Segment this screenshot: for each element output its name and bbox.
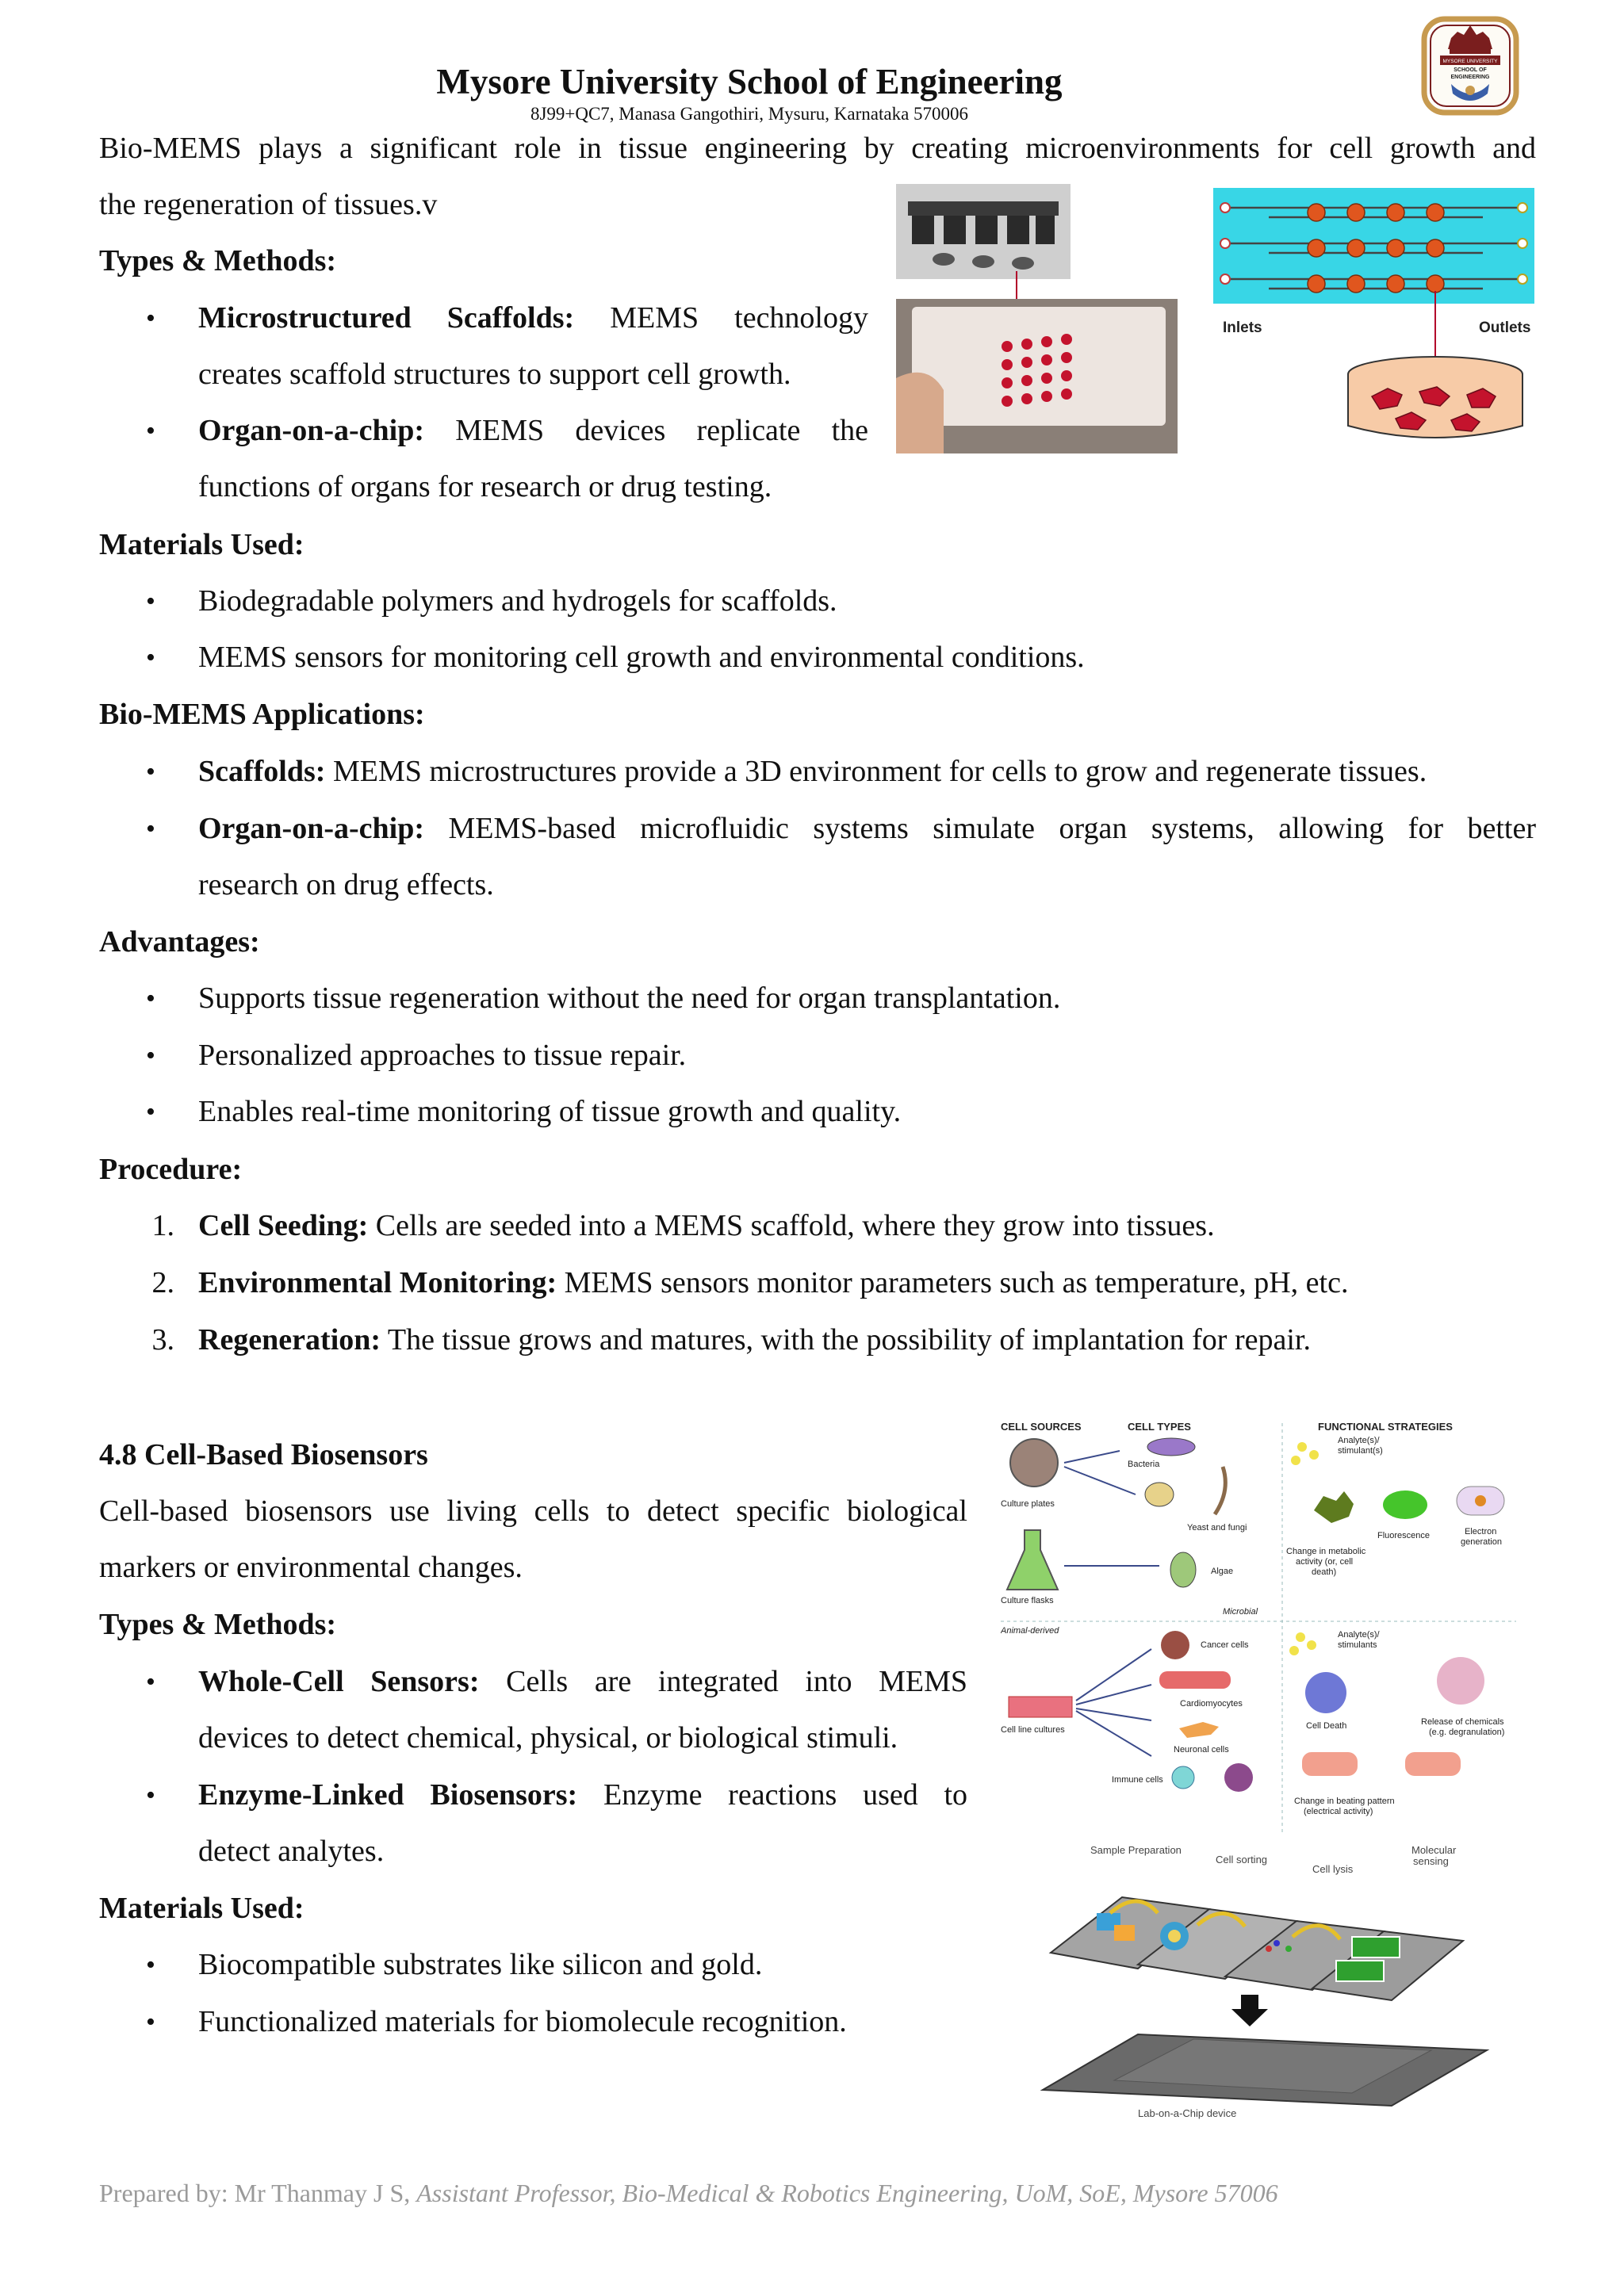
institution-title: Mysore University School of Engineering [436, 62, 1063, 101]
bullet: • [146, 1041, 155, 1070]
svg-text:Change in metabolic: Change in metabolic [1286, 1547, 1366, 1556]
svg-text:ENGINEERING: ENGINEERING [1450, 75, 1490, 80]
svg-text:Cell Death: Cell Death [1306, 1721, 1347, 1731]
svg-text:SCHOOL OF: SCHOOL OF [1454, 67, 1487, 73]
materials-item: MEMS sensors for monitoring cell growth and environmental conditions. [198, 641, 1085, 674]
cell-biosensor-strategies-figure [1001, 1419, 1516, 1839]
svg-text:Neuronal cells: Neuronal cells [1174, 1745, 1229, 1755]
svg-text:CELL TYPES: CELL TYPES [1128, 1421, 1191, 1433]
cell-type-whole-cell: Whole-Cell Sensors: Cells are integrated into MEMS [198, 1665, 967, 1698]
svg-text:(electrical activity): (electrical activity) [1304, 1807, 1373, 1816]
svg-text:Animal-derived: Animal-derived [1001, 1626, 1059, 1636]
svg-text:Immune cells: Immune cells [1112, 1775, 1163, 1785]
type-item-scaffolds-cont: creates scaffold structures to support cell growth. [198, 358, 791, 391]
lab-on-chip-figure [1019, 1838, 1495, 2119]
bullet: • [146, 984, 155, 1013]
cell-type-whole-cell-cont: devices to detect chemical, physical, or biological stimuli. [198, 1721, 898, 1755]
svg-text:Molecular: Molecular [1411, 1844, 1457, 1856]
svg-text:Cell lysis: Cell lysis [1312, 1863, 1354, 1875]
procedure-step: Environmental Monitoring: MEMS sensors monitor parameters such as temperature, pH, etc. [198, 1266, 1349, 1299]
cell-types-heading: Types & Methods: [99, 1608, 337, 1641]
svg-text:death): death) [1312, 1567, 1337, 1577]
type-item-organ-chip-cont: functions of organs for research or drug testing. [198, 470, 772, 503]
svg-text:Analyte(s)/: Analyte(s)/ [1338, 1436, 1380, 1445]
svg-text:(e.g. degranulation): (e.g. degranulation) [1429, 1728, 1505, 1737]
svg-text:Release of chemicals: Release of chemicals [1421, 1717, 1504, 1727]
cell-intro-line-1: Cell-based biosensors use living cells to detect specific biological [99, 1494, 967, 1528]
step-number: 3. [151, 1323, 174, 1357]
cell-type-enzyme-cont: detect analytes. [198, 1835, 385, 1868]
applications-item-organ-chip: Organ-on-a-chip: MEMS-based microfluidic systems simulate organ systems, allowing for better [198, 812, 1536, 845]
step-number: 2. [151, 1266, 174, 1299]
svg-text:MYSORE UNIVERSITY: MYSORE UNIVERSITY [1442, 59, 1498, 64]
bullet: • [146, 587, 155, 616]
svg-text:Cardiomyocytes: Cardiomyocytes [1180, 1699, 1243, 1709]
svg-text:generation: generation [1461, 1537, 1502, 1547]
svg-text:Cancer cells: Cancer cells [1201, 1640, 1249, 1650]
svg-text:Sample Preparation: Sample Preparation [1090, 1844, 1182, 1856]
svg-text:FUNCTIONAL STRATEGIES: FUNCTIONAL STRATEGIES [1318, 1421, 1453, 1433]
bullet: • [146, 814, 155, 844]
cell-materials-heading: Materials Used: [99, 1892, 304, 1925]
footer: Prepared by: Mr Thanmay J S, Assistant Professor, Bio-Medical & Robotics Engineering, UoM, SoE, Mysore 57006 [99, 2179, 1278, 2207]
bullet: • [146, 2007, 155, 2037]
types-heading: Types & Methods: [99, 244, 337, 277]
svg-text:Algae: Algae [1211, 1567, 1234, 1576]
type-item-scaffolds: Microstructured Scaffolds: MEMS technology [198, 301, 868, 335]
step-number: 1. [151, 1209, 174, 1242]
svg-text:Change in beating pattern: Change in beating pattern [1294, 1797, 1395, 1806]
svg-text:Analyte(s)/: Analyte(s)/ [1338, 1630, 1380, 1640]
materials-heading: Materials Used: [99, 528, 304, 561]
svg-text:stimulants: stimulants [1338, 1640, 1377, 1650]
bullet: • [146, 1950, 155, 1980]
advantages-heading: Advantages: [99, 925, 260, 959]
university-logo [1419, 14, 1521, 117]
advantage-item: Supports tissue regeneration without the need for organ transplantation. [198, 982, 1061, 1015]
bullet: • [146, 416, 155, 446]
intro-line-2: the regeneration of tissues.v [99, 188, 438, 221]
bullet: • [146, 304, 155, 333]
applications-item-scaffolds: Scaffolds: MEMS microstructures provide a 3D environment for cells to grow and regenerate tissues. [198, 755, 1427, 788]
materials-item: Biodegradable polymers and hydrogels for scaffolds. [198, 584, 837, 618]
section-heading-cell-biosensors: 4.8 Cell-Based Biosensors [99, 1438, 428, 1471]
cell-type-enzyme: Enzyme-Linked Biosensors: Enzyme reactions used to [198, 1778, 968, 1812]
bullet: • [146, 643, 155, 672]
svg-text:Outlets: Outlets [1479, 320, 1531, 336]
intro-line-1: Bio-MEMS plays a significant role in tissue engineering by creating microenvironments for cell growth and [99, 132, 1536, 165]
type-item-organ-chip: Organ-on-a-chip: MEMS devices replicate the [198, 414, 868, 447]
procedure-step: Cell Seeding: Cells are seeded into a MEMS scaffold, where they grow into tissues. [198, 1209, 1215, 1242]
advantage-item: Enables real-time monitoring of tissue growth and quality. [198, 1095, 902, 1128]
procedure-step: Regeneration: The tissue grows and matures, with the possibility of implantation for repair. [198, 1323, 1311, 1357]
cell-intro-line-2: markers or environmental changes. [99, 1551, 523, 1584]
svg-text:Bacteria: Bacteria [1128, 1460, 1160, 1469]
organ-on-chip-figure [896, 184, 1538, 453]
svg-text:Lab-on-a-Chip device: Lab-on-a-Chip device [1138, 2107, 1237, 2119]
advantage-item: Personalized approaches to tissue repair. [198, 1039, 687, 1072]
svg-text:Cell sorting: Cell sorting [1216, 1854, 1268, 1866]
bullet: • [146, 1781, 155, 1810]
svg-text:Cell line cultures: Cell line cultures [1001, 1725, 1065, 1735]
svg-text:Yeast and fungi: Yeast and fungi [1187, 1523, 1247, 1533]
svg-text:CELL SOURCES: CELL SOURCES [1001, 1421, 1082, 1433]
svg-text:Fluorescence: Fluorescence [1377, 1531, 1431, 1540]
svg-text:stimulant(s): stimulant(s) [1338, 1446, 1383, 1456]
procedure-heading: Procedure: [99, 1153, 243, 1186]
applications-item-organ-chip-cont: research on drug effects. [198, 868, 494, 901]
applications-heading: Bio-MEMS Applications: [99, 698, 425, 731]
svg-text:sensing: sensing [1413, 1855, 1449, 1867]
bullet: • [146, 1667, 155, 1697]
microfluidic-schematic [1213, 188, 1534, 304]
svg-text:Microbial: Microbial [1223, 1607, 1258, 1617]
cell-materials-item: Biocompatible substrates like silicon and gold. [198, 1948, 763, 1981]
svg-text:Culture plates: Culture plates [1001, 1499, 1055, 1509]
svg-text:Culture flasks: Culture flasks [1001, 1596, 1054, 1605]
svg-text:activity (or, cell: activity (or, cell [1296, 1557, 1354, 1567]
cell-materials-item: Functionalized materials for biomolecule recognition. [198, 2005, 847, 2038]
institution-address: 8J99+QC7, Manasa Gangothiri, Mysuru, Karnataka 570006 [530, 104, 969, 124]
svg-text:Inlets: Inlets [1223, 320, 1262, 336]
bullet: • [146, 757, 155, 786]
bullet: • [146, 1097, 155, 1127]
svg-text:Electron: Electron [1465, 1527, 1497, 1536]
